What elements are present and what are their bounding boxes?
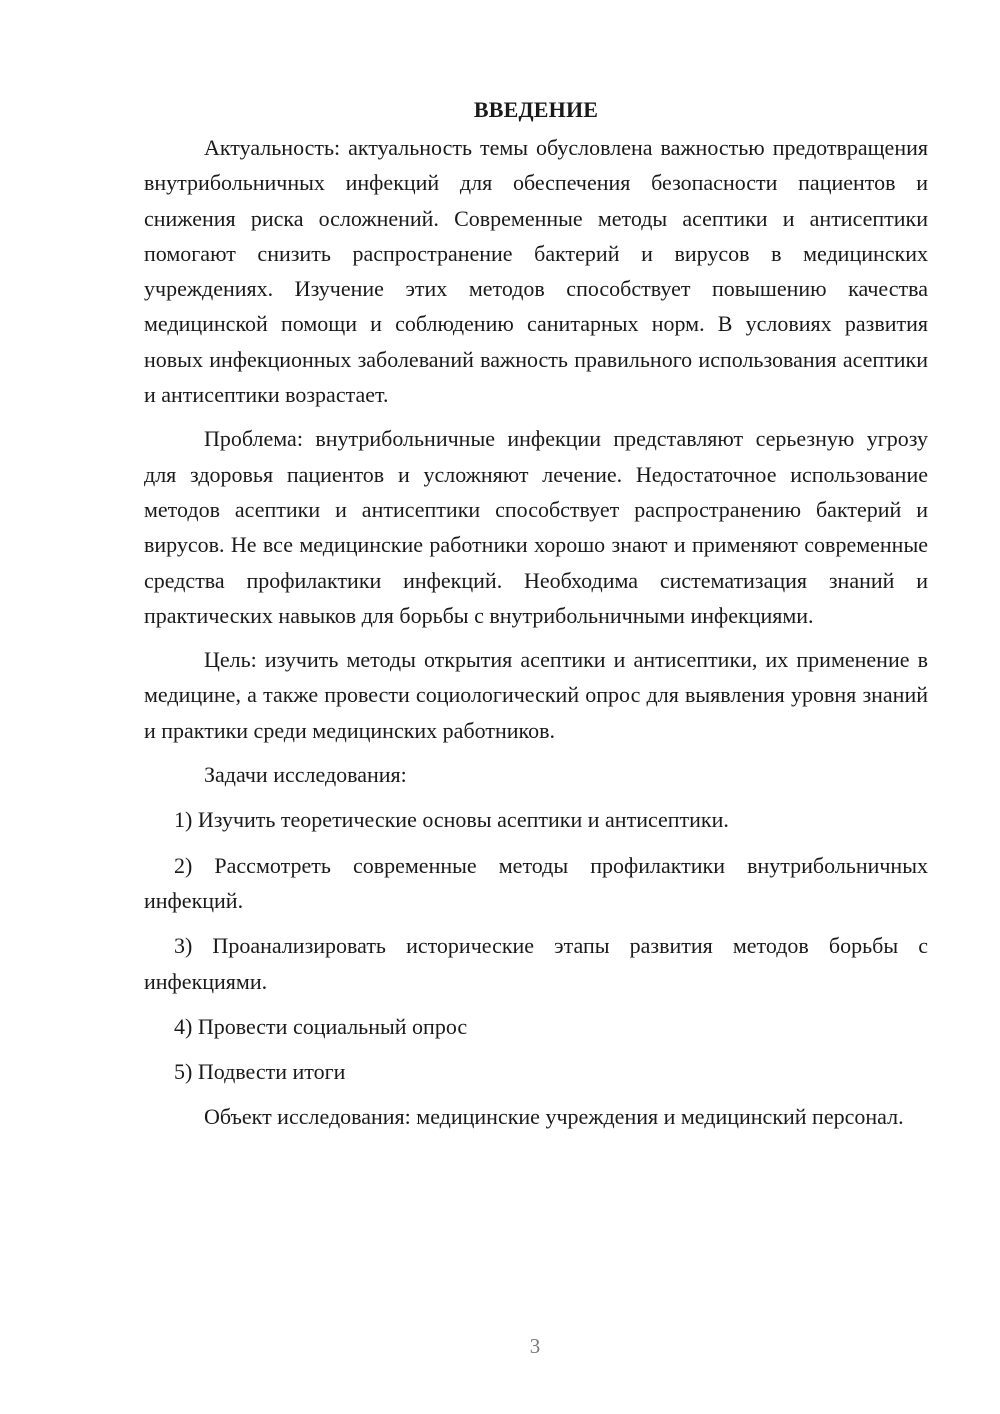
- paragraph-goal: Цель: изучить методы открытия асептики и антисептики, их применение в медицине, а также провести социологический опрос для выявления уровня знаний и практики среди медицинских работников.: [144, 647, 928, 743]
- task-item-5: 5) Подвести итоги: [174, 1059, 346, 1085]
- task-item-1: 1) Изучить теоретические основы асептики и антисептики.: [174, 807, 729, 833]
- task-item-2: 2) Рассмотреть современные методы профилактики внутрибольничных инфекций.: [144, 852, 928, 913]
- task-item-4: 4) Провести социальный опрос: [174, 1013, 468, 1039]
- tasks-heading: Задачи исследования:: [204, 762, 407, 788]
- paragraph-relevance: Актуальность: актуальность темы обусловлена важностью предотвращения внутрибольничных инфекций для обеспечения безопасности пациентов и снижения риска осложнений. Современные методы асептики и антисептики помогают снизить распространение бактерий и вирусов в медицинских учреждениях. Изучение этих методов способствует повышению качества медицинской помощи и соблюдению санитарных норм. В условиях развития новых инфекционных заболеваний важность правильного использования асептики и антисептики возрастает.: [144, 135, 928, 408]
- section-title: ВВЕДЕНИЕ: [473, 97, 599, 122]
- paragraph-problem: Проблема: внутрибольничные инфекции представляют серьезную угрозу для здоровья пациентов и усложняют лечение. Недостаточное использование методов асептики и антисептики способствует распространению бактерий и вирусов. Не все медицинские работники хорошо знают и применяют современные средства профилактики инфекций. Необходима систематизация знаний и практических навыков для борьбы с внутрибольничными инфекциями.: [144, 426, 928, 628]
- paragraph-object: Объект исследования: медицинские учреждения и медицинский персонал.: [204, 1104, 904, 1130]
- page-number: 3: [529, 1334, 541, 1358]
- document-page: [144, 92, 928, 1135]
- task-item-3: 3) Проанализировать исторические этапы развития методов борьбы с инфекциями.: [144, 933, 928, 994]
